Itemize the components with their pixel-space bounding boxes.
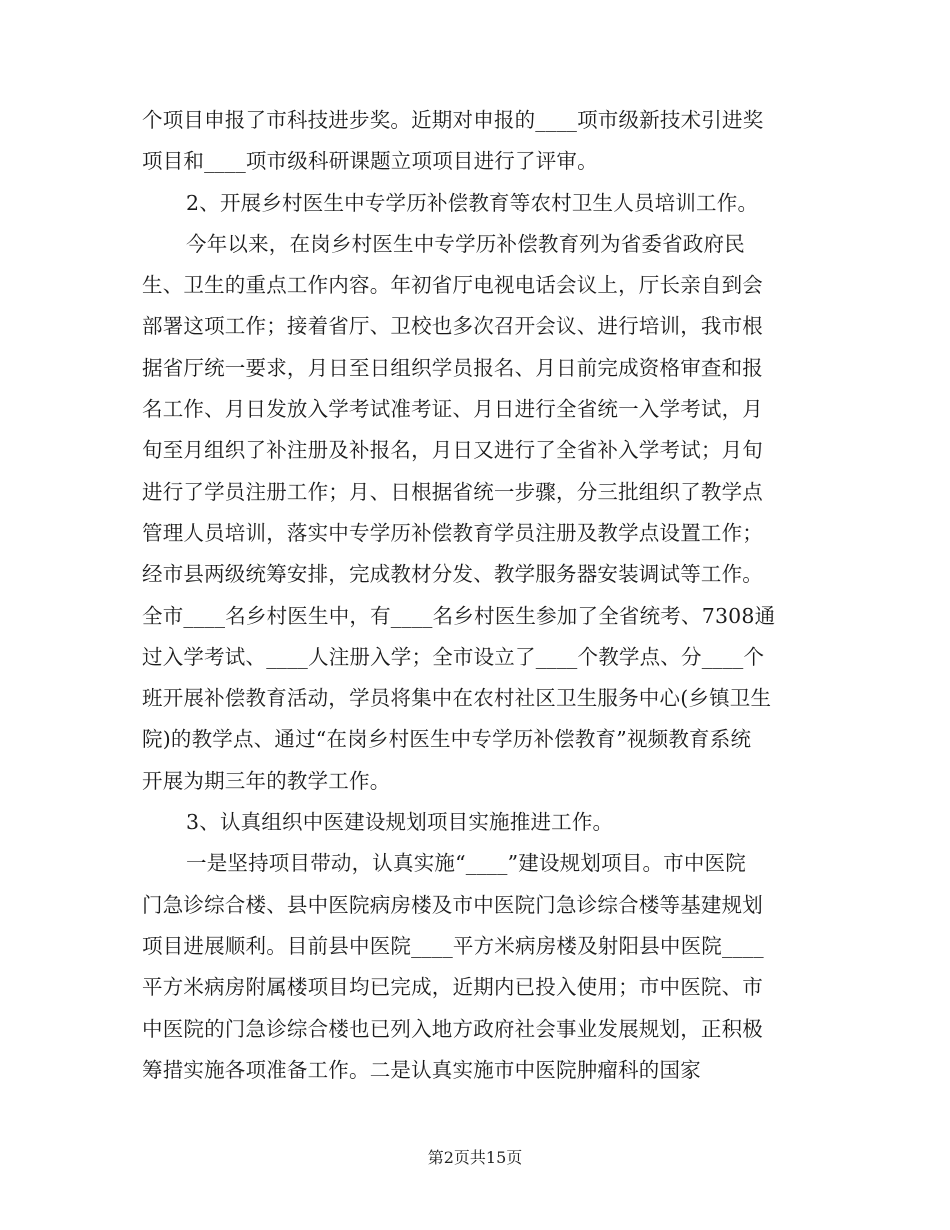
text-line: 旬至月组织了补注册及补报名，月日又进行了全省补入学考试；月旬 xyxy=(142,438,763,463)
section-heading: 2、开展乡村医生中专学历补偿教育等农村卫生人员培训工作。 xyxy=(186,190,759,215)
text-line: 全市____名乡村医生中，有____名乡村医生参加了全省统考、7308通 xyxy=(142,603,776,628)
text-line: 筹措实施各项准备工作。二是认真实施市中医院肿瘤科的国家 xyxy=(142,1057,701,1082)
text-line: 过入学考试、____人注册入学；全市设立了____个教学点、分____个 xyxy=(142,644,765,669)
text-line: 班开展补偿教育活动，学员将集中在农村社区卫生服务中心(乡镇卫生 xyxy=(142,686,772,711)
text-line: 中医院的门急诊综合楼也已列入地方政府社会事业发展规划，正积极 xyxy=(142,1016,763,1041)
text-line: 开展为期三年的教学工作。 xyxy=(142,768,391,793)
text-line: 项目进展顺利。目前县中医院____平方米病房楼及射阳县中医院____ xyxy=(142,933,764,958)
text-line: 门急诊综合楼、县中医院病房楼及市中医院门急诊综合楼等基建规划 xyxy=(142,892,763,917)
text-line: 名工作、月日发放入学考试准考证、月日进行全省统一入学考试，月 xyxy=(142,397,763,422)
text-line: 院)的教学点、通过“在岗乡村医生中专学历补偿教育”视频教育系统 xyxy=(142,727,752,752)
document-body xyxy=(142,100,808,1091)
text-line: 项目和____项市级科研课题立项项目进行了评审。 xyxy=(142,149,598,174)
text-line: 平方米病房附属楼项目均已完成，近期内已投入使用；市中医院、市 xyxy=(142,975,763,1000)
text-line: 个项目申报了市科技进步奖。近期对申报的____项市级新技术引进奖 xyxy=(142,108,764,132)
text-line: 经市县两级统筹安排，完成教材分发、教学服务器安装调试等工作。 xyxy=(142,562,763,587)
text-line: 部署这项工作；接着省厅、卫校也多次召开会议、进行培训，我市根 xyxy=(142,314,763,339)
paragraph-start: 今年以来，在岗乡村医生中专学历补偿教育列为省委省政府民 xyxy=(186,231,745,256)
text-line: 管理人员培训，落实中专学历补偿教育学员注册及教学点设置工作； xyxy=(142,520,763,545)
paragraph-start: 一是坚持项目带动，认真实施“____”建设规划项目。市中医院 xyxy=(186,851,746,876)
text-line: 生、卫生的重点工作内容。年初省厅电视电话会议上，厅长亲自到会 xyxy=(142,273,763,298)
page-number: 第2页共15页 xyxy=(427,1148,523,1167)
text-line: 进行了学员注册工作；月、日根据省统一步骤，分三批组织了教学点 xyxy=(142,479,763,504)
section-heading: 3、认真组织中医建设规划项目实施推进工作。 xyxy=(186,810,614,835)
text-line: 据省厅统一要求，月日至日组织学员报名、月日前完成资格审查和报 xyxy=(142,355,763,380)
